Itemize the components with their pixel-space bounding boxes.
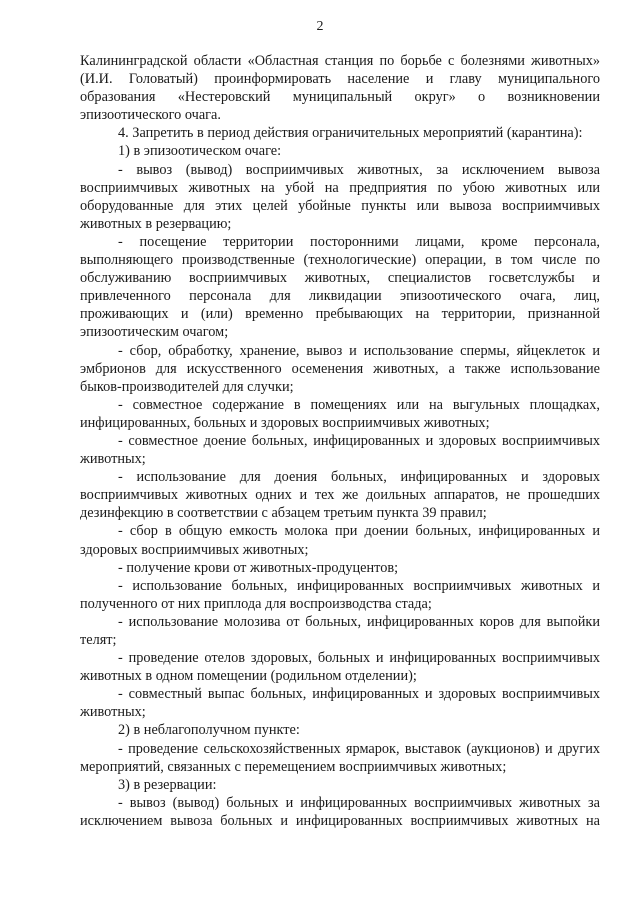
list-item: - сбор, обработку, хранение, вывоз и использование спермы, яйцеклеток и эмбрионов для искусственного осеменения животных, а также использование быков-производителей для случки; — [80, 342, 600, 395]
list-item: - использование для доения больных, инфицированных и здоровых восприимчивых животных одних и тех же доильных аппаратов, не прошедших дезинфекцию в соответствии с абзацем третьим пункта 39 правил; — [80, 469, 600, 522]
list-item: - проведение сельскохозяйственных ярмарок, выставок (аукционов) и других мероприятий, связанных с перемещением восприимчивых животных; — [80, 740, 600, 775]
list-item: - посещение территории посторонними лицами, кроме персонала, выполняющего производственные (технологические) операции, в том числе по обслуживанию восприимчивых животных, специалистов госветслужбы и привлеченного персонала для ликвидации эпизоотического очага, лиц, проживающих и (или) временно пребывающих на территории, признанной эпизоотическим очагом; — [80, 233, 600, 341]
document-body — [80, 52, 600, 830]
list-item: - сбор в общую емкость молока при доении больных, инфицированных и здоровых восприимчивых животных; — [80, 523, 600, 558]
subheading-reservation: 3) в резервации: — [118, 776, 217, 793]
list-item: - использование молозива от больных, инфицированных коров для выпойки телят; — [80, 613, 600, 648]
subheading-unfavorable-point: 2) в неблагополучном пункте: — [118, 722, 300, 739]
list-item: - вывоз (вывод) восприимчивых животных, за исключением вывоза восприимчивых животных на убой на предприятия по убою животных или оборудованные для этих целей убойные пункты или вывоза восприимчивых животных в резервацию; — [80, 161, 600, 232]
list-item: - совместный выпас больных, инфицированных и здоровых восприимчивых животных; — [80, 686, 600, 721]
paragraph-item-4: 4. Запретить в период действия ограничительных мероприятий (карантина): — [118, 125, 583, 142]
list-item: - вывоз (вывод) больных и инфицированных восприимчивых животных за исключением вывоза больных и инфицированных восприимчивых животных на — [80, 794, 600, 829]
page-number: 2 — [316, 19, 324, 34]
list-item: - использование больных, инфицированных восприимчивых животных и полученного от них приплода для воспроизводства стада; — [80, 577, 600, 612]
list-item: - совместное содержание в помещениях или на выгульных площадках, инфицированных, больных и здоровых восприимчивых животных; — [80, 396, 600, 431]
subheading-epizootic-focus: 1) в эпизоотическом очаге: — [118, 143, 282, 160]
list-item: - совместное доение больных, инфицированных и здоровых восприимчивых животных; — [80, 432, 600, 468]
list-item: - получение крови от животных-продуцентов; — [118, 559, 399, 576]
list-item: - проведение отелов здоровых, больных и инфицированных восприимчивых животных в одном помещении (родильном отделении); — [80, 650, 600, 685]
paragraph-notification: Калининградской области «Областная станция по борьбе с болезнями животных» (И.И. Головатый) проинформировать население и главу муниципального образования «Нестеровский муниципальный округ» о возникновении эпизоотического очага. — [80, 53, 600, 124]
